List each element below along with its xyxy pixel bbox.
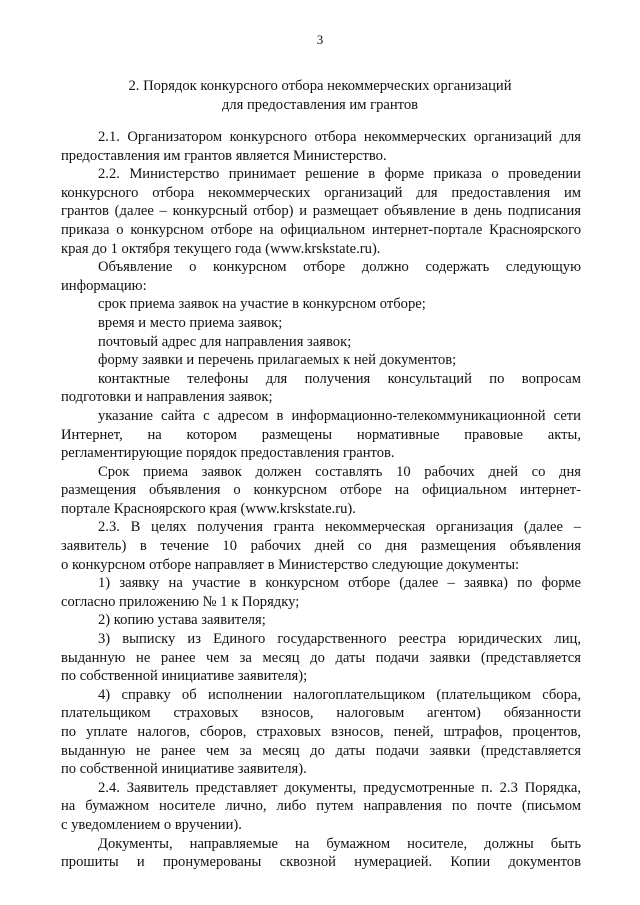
text-line: 3) выписку из Единого государственного реестра юридических лиц, xyxy=(98,631,581,648)
text-line: Интернет, на котором размещены нормативные правовые акты, xyxy=(61,426,581,443)
text-line: указание сайта с адресом в информационно-телекоммуникационной сети xyxy=(98,407,581,424)
text-line: выданную не ранее чем за месяц до даты подачи заявки (представляется xyxy=(61,742,581,759)
text-line: с уведомлением о вручении). xyxy=(61,816,242,833)
text-line: портале Красноярского края (www.krskstate.ru). xyxy=(61,500,356,517)
text-line: Объявление о конкурсном отборе должно содержать следующую xyxy=(98,259,581,276)
section-heading-line-2: для предоставления им грантов xyxy=(221,97,419,113)
text-line: края до 1 октября текущего года (www.krskstate.ru). xyxy=(61,240,381,257)
text-line: 2.1. Организатором конкурсного отбора некоммерческих организаций для xyxy=(98,129,581,145)
text-line: Документы, направляемые на бумажном носителе, должны быть xyxy=(98,835,581,852)
text-line: почтовый адрес для направления заявок; xyxy=(98,333,352,350)
text-line: 2.2. Министерство принимает решение в форме приказа о проведении xyxy=(98,166,581,183)
text-line: заявитель) в течение 10 рабочих дней со дня размещения объявления xyxy=(61,538,581,555)
text-line: приказа о конкурсном отборе на официальном интернет-портале Красноярского xyxy=(61,221,581,238)
text-line: 2.4. Заявитель представляет документы, предусмотренные п. 2.3 Порядка, xyxy=(98,779,581,796)
text-line: контактные телефоны для получения консультаций по вопросам xyxy=(98,370,581,387)
text-line: форму заявки и перечень прилагаемых к ней документов; xyxy=(98,352,457,369)
text-line: на бумажном носителе лично, либо путем направления по почте (письмом xyxy=(61,798,581,815)
text-line: грантов (далее – конкурсный отбор) и размещает объявление в день подписания xyxy=(61,203,581,220)
text-line: регламентирующие порядок предоставления грантов. xyxy=(61,445,395,462)
text-line: срок приема заявок на участие в конкурсном отборе; xyxy=(98,296,426,313)
text-line: по уплате налогов, сборов, страховых взносов, пеней, штрафов, процентов, xyxy=(61,724,581,740)
section-heading xyxy=(60,77,580,115)
text-line: 2) копию устава заявителя; xyxy=(98,612,266,629)
text-line: размещения объявления о конкурсном отборе на официальном интернет- xyxy=(61,482,581,499)
section-heading-line-1: 2. Порядок конкурсного отбора некоммерческих организаций xyxy=(128,78,512,94)
text-line: время и место приема заявок; xyxy=(98,314,283,331)
text-line: информацию: xyxy=(61,277,147,294)
text-line: конкурсного отбора некоммерческих организаций для предоставления им xyxy=(61,184,581,201)
text-line: подготовки и направления заявок; xyxy=(61,389,273,406)
text-line: 4) справку об исполнении налогоплательщиком (плательщиком сбора, xyxy=(98,686,581,703)
body-text xyxy=(61,128,581,872)
text-line: 2.3. В целях получения гранта некоммерческая организация (далее – xyxy=(98,519,581,536)
text-line: плательщиком страховых взносов, налоговым агентом) обязанности xyxy=(61,705,581,722)
text-line: о конкурсном отборе направляет в Министерство следующие документы: xyxy=(61,556,520,573)
page-number: 3 xyxy=(316,32,324,47)
text-line: Срок приема заявок должен составлять 10 рабочих дней со дня xyxy=(98,463,581,480)
text-line: по собственной инициативе заявителя); xyxy=(61,668,308,685)
text-line: по собственной инициативе заявителя). xyxy=(61,761,307,778)
text-line: 1) заявку на участие в конкурсном отборе (далее – заявка) по форме xyxy=(98,575,581,592)
text-line: согласно приложению № 1 к Порядку; xyxy=(61,593,300,610)
text-line: прошиты и пронумерованы сквозной нумерацией. Копии документов xyxy=(61,854,581,871)
text-line: предоставления им грантов является Министерство. xyxy=(61,147,387,164)
text-line: выданную не ранее чем за месяц до даты подачи заявки (представляется xyxy=(61,649,581,666)
